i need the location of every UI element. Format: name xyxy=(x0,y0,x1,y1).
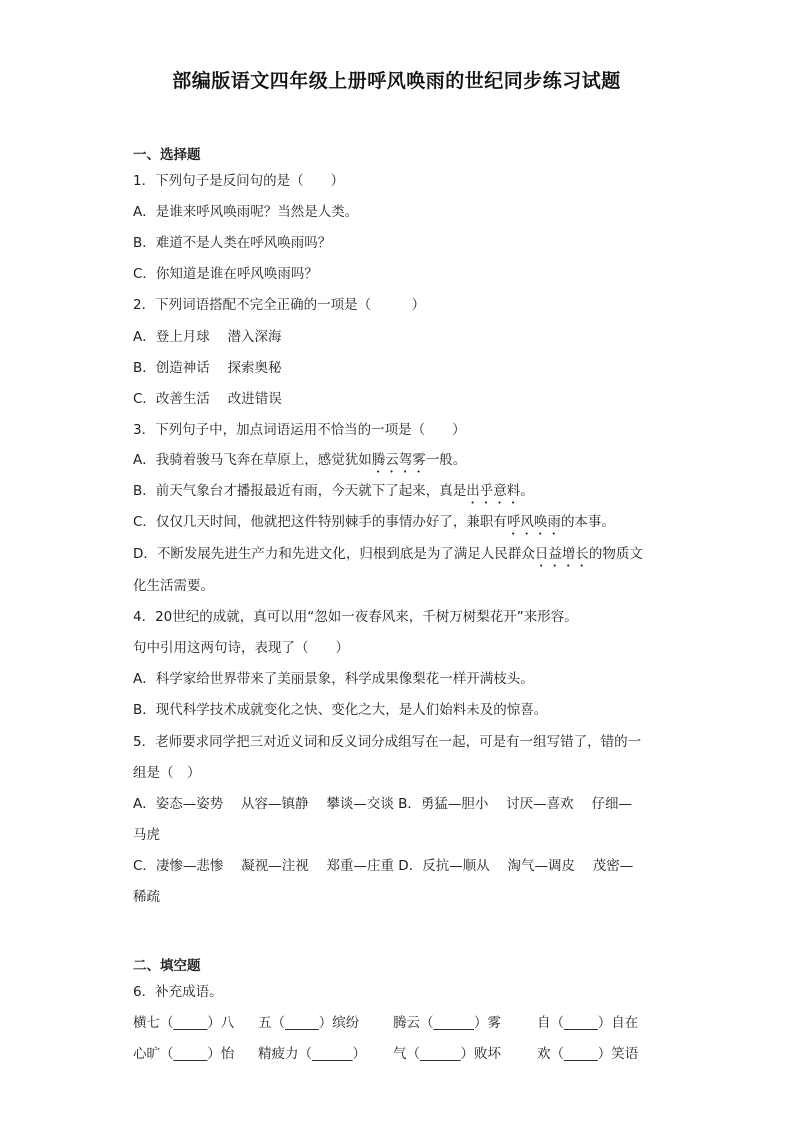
q3-a-text-end: 一般。 xyxy=(425,452,467,468)
q4-option-b: B．现代科学技术成就变化之快、变化之大，是人们始料未及的惊喜。 xyxy=(133,702,548,718)
section-heading-choice: 一、选择题 xyxy=(133,147,201,163)
q5-stem-2: 组是（ ） xyxy=(133,765,201,781)
q3-a-text: A．我骑着骏马飞奔在草原上，感觉犹如 xyxy=(133,452,372,468)
section-heading-fill: 二、填空题 xyxy=(133,958,201,974)
q2-option-c: C．改善生活 改进错误 xyxy=(133,391,282,407)
idiom-blank: 欢（_____）笑语 xyxy=(537,1046,639,1062)
q2-option-a: A．登上月球 潜入深海 xyxy=(133,329,282,345)
q1-option-b: B．难道不是人类在呼风唤雨吗？ xyxy=(133,235,332,251)
q5-stem: 5．老师要求同学把三对近义词和反义词分成组写在一起，可是有一组写错了，错的一 xyxy=(133,734,642,750)
q3-option-d xyxy=(133,544,643,570)
q1-option-c: C．你知道是谁在呼风唤雨吗？ xyxy=(133,266,318,282)
idiom-blank: 五（_____）缤纷 xyxy=(258,1015,360,1031)
page-title: 部编版语文四年级上册呼风唤雨的世纪同步练习试题 xyxy=(172,70,621,92)
q1-stem: 1．下列句子是反问句的是（ ） xyxy=(133,173,345,189)
q3-c-text: C．仅仅几天时间，他就把这件特别棘手的事情办好了，兼职有 xyxy=(133,514,507,530)
q3-option-d-cont: 化生活需要。 xyxy=(133,578,214,594)
q6-stem: 6．补充成语。 xyxy=(133,984,223,1000)
q4-stem: 4．20世纪的成就，真可以用“忽如一夜春风来，千树万树梨花开”来形容。 xyxy=(133,609,578,625)
q2-stem: 2．下列词语搭配不完全正确的一项是（ ） xyxy=(133,297,426,313)
idiom-blank: 横七（_____）八 xyxy=(133,1015,235,1031)
q3-option-c xyxy=(133,512,615,538)
q3-b-text: B．前天气象台才播报最近有雨，今天就下了起来，真是 xyxy=(133,483,467,499)
q3-b-dotted-word: 出乎意料 xyxy=(466,483,521,499)
q5-options-cd: C．凄惨—悲惨 凝视—注视 郑重—庄重 D．反抗—顺从 淘气—调皮 茂密— xyxy=(133,858,634,874)
q5-options-ab: A．姿态—姿势 从容—镇静 攀谈—交谈 B．勇猛—胆小 讨厌—喜欢 仔细— xyxy=(133,796,632,812)
q5-options-ab-cont: 马虎 xyxy=(133,827,160,843)
idiom-blank: 心旷（_____）怡 xyxy=(133,1046,235,1062)
q5-options-cd-cont: 稀疏 xyxy=(133,889,160,905)
q4-option-a: A．科学家给世界带来了美丽景象，科学成果像梨花一样开满枝头。 xyxy=(133,671,534,687)
q2-option-b: B．创造神话 探索奥秘 xyxy=(133,360,282,376)
q3-c-text-end: 的本事。 xyxy=(560,514,615,530)
idiom-blank: 自（_____）自在 xyxy=(537,1015,639,1031)
q3-c-dotted-word: 呼风唤雨 xyxy=(506,514,561,530)
q1-option-a: A．是谁来呼风唤雨呢？当然是人类。 xyxy=(133,204,359,220)
q3-a-dotted-word: 腾云驾雾 xyxy=(371,452,426,468)
q4-stem-2: 句中引用这两句诗，表现了（ ） xyxy=(133,640,349,656)
q3-stem: 3．下列句子中，加点词语运用不恰当的一项是（ ） xyxy=(133,422,466,438)
idiom-blank: 腾云（______）雾 xyxy=(393,1015,501,1031)
q3-d-text-end: 的物质文 xyxy=(588,546,643,562)
q3-b-text-end: 。 xyxy=(520,483,534,499)
q3-option-a xyxy=(133,450,466,476)
q3-d-text: D．不断发展先进生产力和先进文化，归根到底是为了满足人民群众 xyxy=(133,546,535,562)
idiom-blank: 精疲力（______） xyxy=(258,1046,366,1062)
q3-d-dotted-word: 日益增长 xyxy=(534,546,589,562)
idiom-blank: 气（______）败坏 xyxy=(393,1046,501,1062)
q3-option-b xyxy=(133,481,534,507)
